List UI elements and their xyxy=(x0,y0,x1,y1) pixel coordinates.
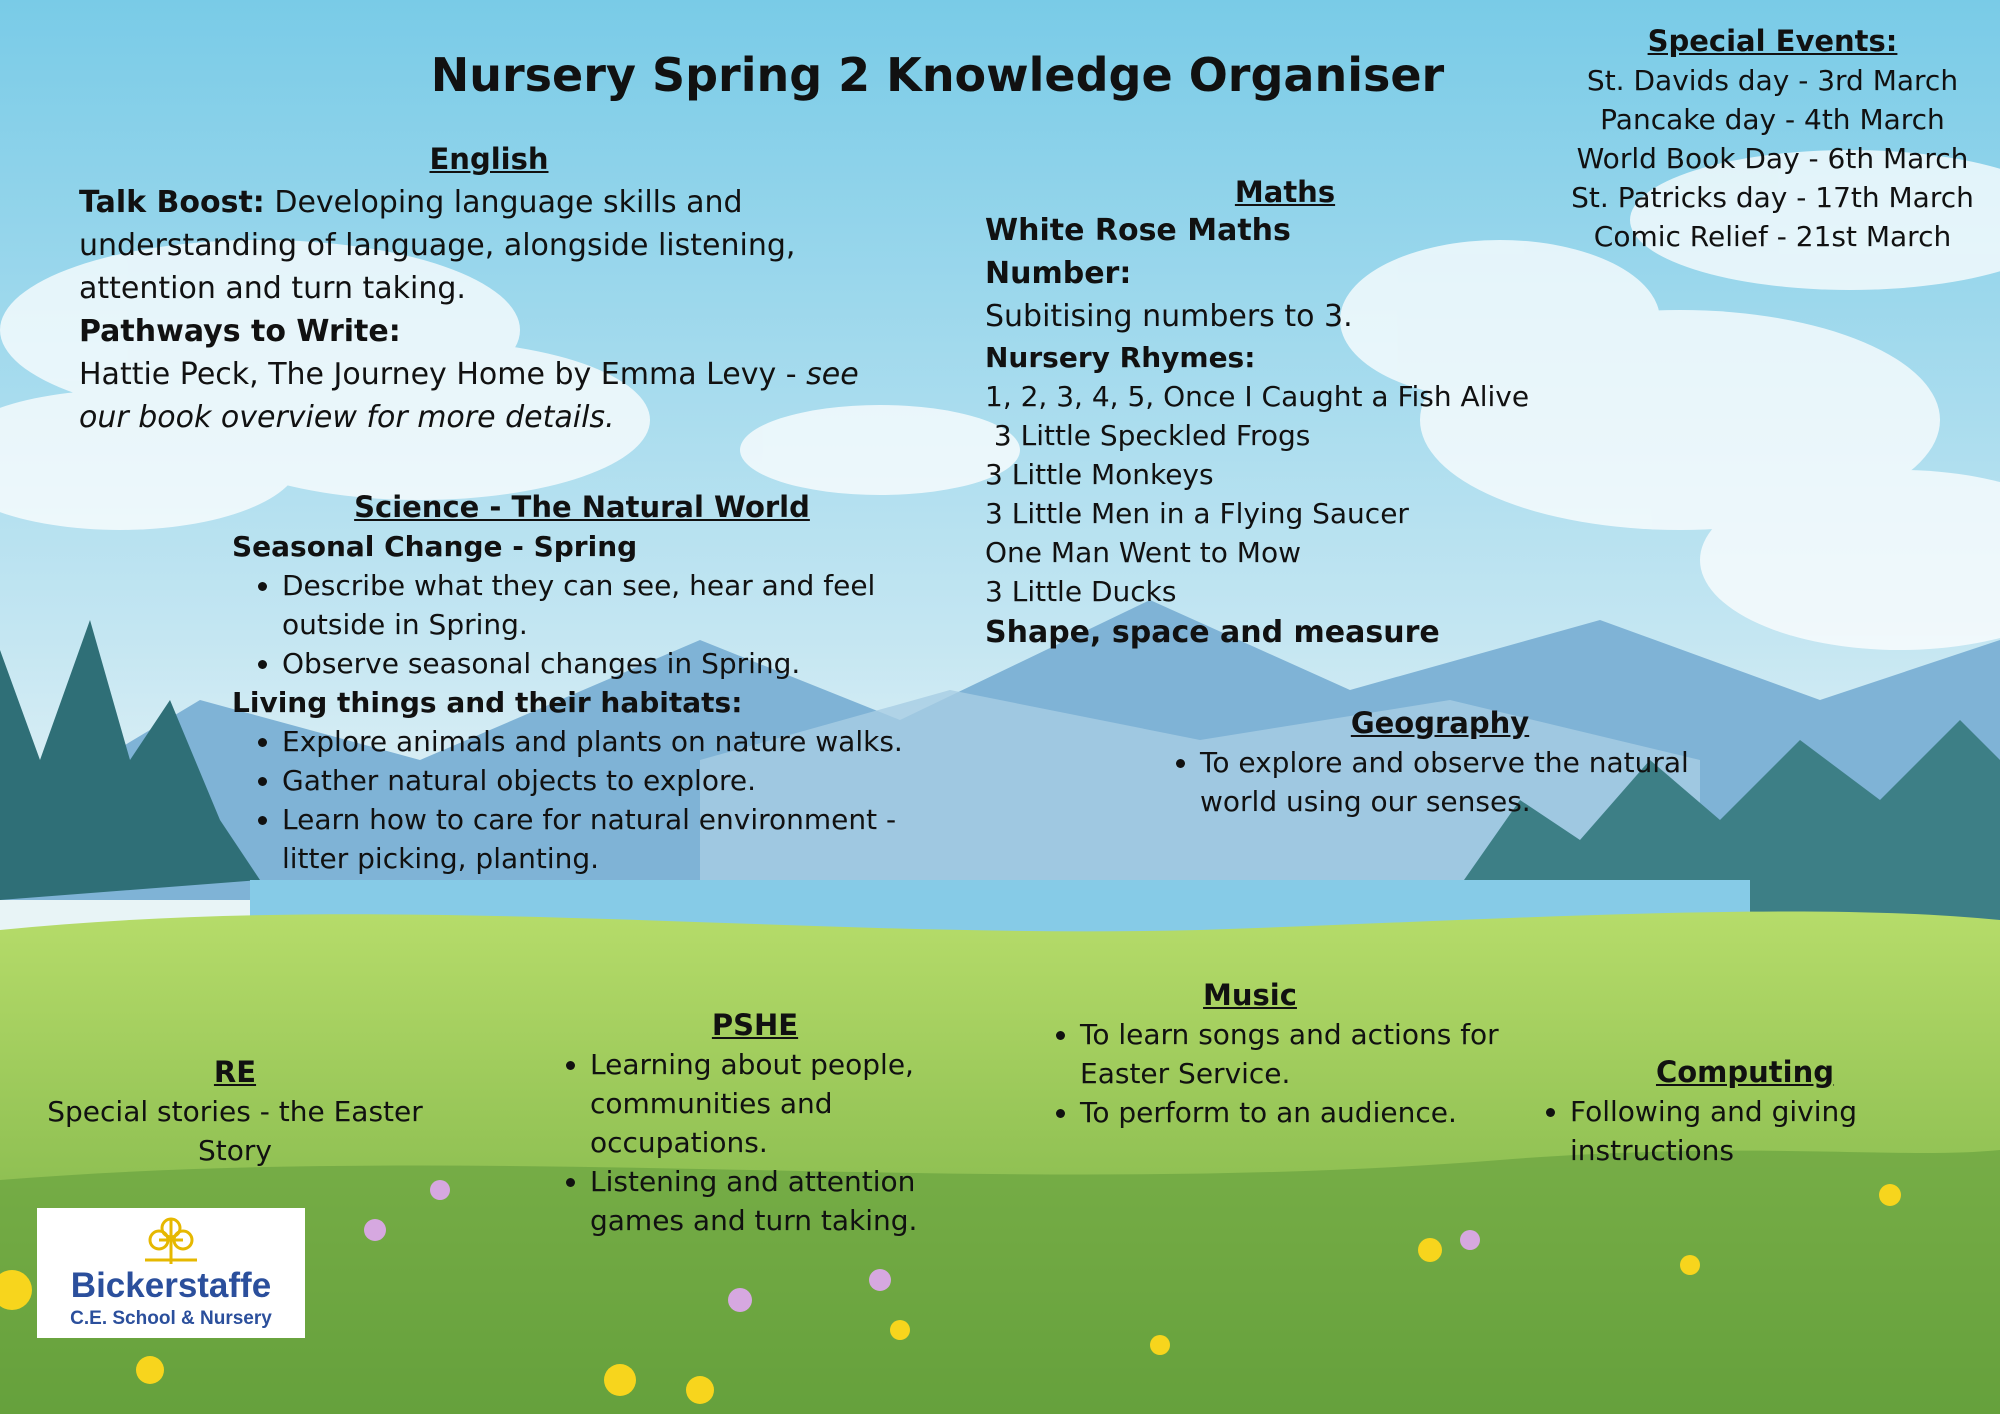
living-label: Living things and their habitats: xyxy=(232,686,743,719)
number-label: Number: xyxy=(985,256,1132,291)
logo-subtitle: C.E. School & Nursery xyxy=(70,1308,272,1329)
list-item: • Describe what they can see, hear and feel outside in Spring. xyxy=(282,566,932,644)
computing-section xyxy=(1520,1053,1980,1170)
seasonal-label: Seasonal Change - Spring xyxy=(232,530,638,563)
pshe-heading: PSHE xyxy=(711,1008,799,1042)
rhyme-item: 3 Little Ducks xyxy=(985,575,1177,608)
geography-section xyxy=(1150,704,1730,821)
list-item: • Listening and attention games and turn taking. xyxy=(590,1162,980,1240)
pshe-section xyxy=(540,1006,980,1240)
list-item: • Following and giving instructions xyxy=(1570,1092,1980,1170)
list-item: • Learning about people, communities and occupations. xyxy=(590,1045,980,1162)
pshe-list xyxy=(540,1045,980,1240)
music-heading: Music xyxy=(1203,978,1297,1012)
list-item: • Learn how to care for natural environment - litter picking, planting. xyxy=(282,800,932,878)
number-text: Subitising numbers to 3. xyxy=(985,299,1353,334)
event-item: St. Patricks day - 17th March xyxy=(1571,181,1974,214)
list-item: • To explore and observe the natural world using our senses. xyxy=(1200,743,1730,821)
rhyme-item: 3 Little Monkeys xyxy=(985,458,1214,491)
rhyme-item: 3 Little Men in a Flying Saucer xyxy=(985,497,1409,530)
maths-section xyxy=(985,175,1605,654)
school-logo xyxy=(37,1208,305,1338)
science-section xyxy=(232,488,932,878)
rhymes-label: Nursery Rhymes: xyxy=(985,341,1256,374)
pathways-paragraph xyxy=(79,353,909,439)
re-text: Special stories - the Easter Story xyxy=(47,1095,423,1167)
computing-list xyxy=(1520,1092,1980,1170)
list-item: • Explore animals and plants on nature walks. xyxy=(282,722,932,761)
computing-heading: Computing xyxy=(1655,1055,1835,1089)
list-item: • To learn songs and actions for Easter Service. xyxy=(1080,1015,1530,1093)
special-events-heading: Special Events: xyxy=(1647,24,1898,58)
list-item: • To perform to an audience. xyxy=(1080,1093,1530,1132)
geography-list xyxy=(1150,743,1730,821)
trefoil-cross-icon xyxy=(141,1214,201,1266)
event-item: Comic Relief - 21st March xyxy=(1593,220,1952,253)
pathways-text: Hattie Peck, The Journey Home by Emma Levy - xyxy=(79,357,807,392)
special-events-section xyxy=(1540,22,2000,256)
logo-school-name: Bickerstaffe xyxy=(70,1266,272,1305)
event-item: World Book Day - 6th March xyxy=(1576,142,1969,175)
maths-scheme: White Rose Maths xyxy=(985,213,1291,248)
re-heading: RE xyxy=(213,1055,257,1089)
science-heading: Science - The Natural World xyxy=(354,490,810,524)
rhyme-item: 3 Little Speckled Frogs xyxy=(985,419,1311,452)
maths-heading: Maths xyxy=(1234,175,1336,209)
rhyme-item: One Man Went to Mow xyxy=(985,536,1301,569)
list-item: • Gather natural objects to explore. xyxy=(282,761,932,800)
english-heading: English xyxy=(429,142,549,176)
re-section xyxy=(20,1053,450,1170)
rhyme-item: 1, 2, 3, 4, 5, Once I Caught a Fish Alive xyxy=(985,380,1530,413)
pathways-label: Pathways to Write: xyxy=(79,314,401,349)
geography-heading: Geography xyxy=(1350,706,1530,740)
list-item: • Observe seasonal changes in Spring. xyxy=(282,644,932,683)
music-section xyxy=(1030,976,1530,1132)
event-item: St. Davids day - 3rd March xyxy=(1586,64,1959,97)
talk-boost-text: Developing language skills and understanding of language, alongside listening, attention and turn taking. xyxy=(79,185,796,306)
pathways-note: see our book overview for more details. xyxy=(79,357,859,435)
seasonal-list xyxy=(232,566,932,683)
talk-boost-paragraph xyxy=(79,181,909,310)
event-item: Pancake day - 4th March xyxy=(1600,103,1945,136)
shape-label: Shape, space and measure xyxy=(985,615,1440,650)
talk-boost-label: Talk Boost: xyxy=(79,185,265,220)
living-list xyxy=(232,722,932,878)
english-section xyxy=(79,138,909,439)
page-title: Nursery Spring 2 Knowledge Organiser xyxy=(430,48,1445,102)
music-list xyxy=(1030,1015,1530,1132)
